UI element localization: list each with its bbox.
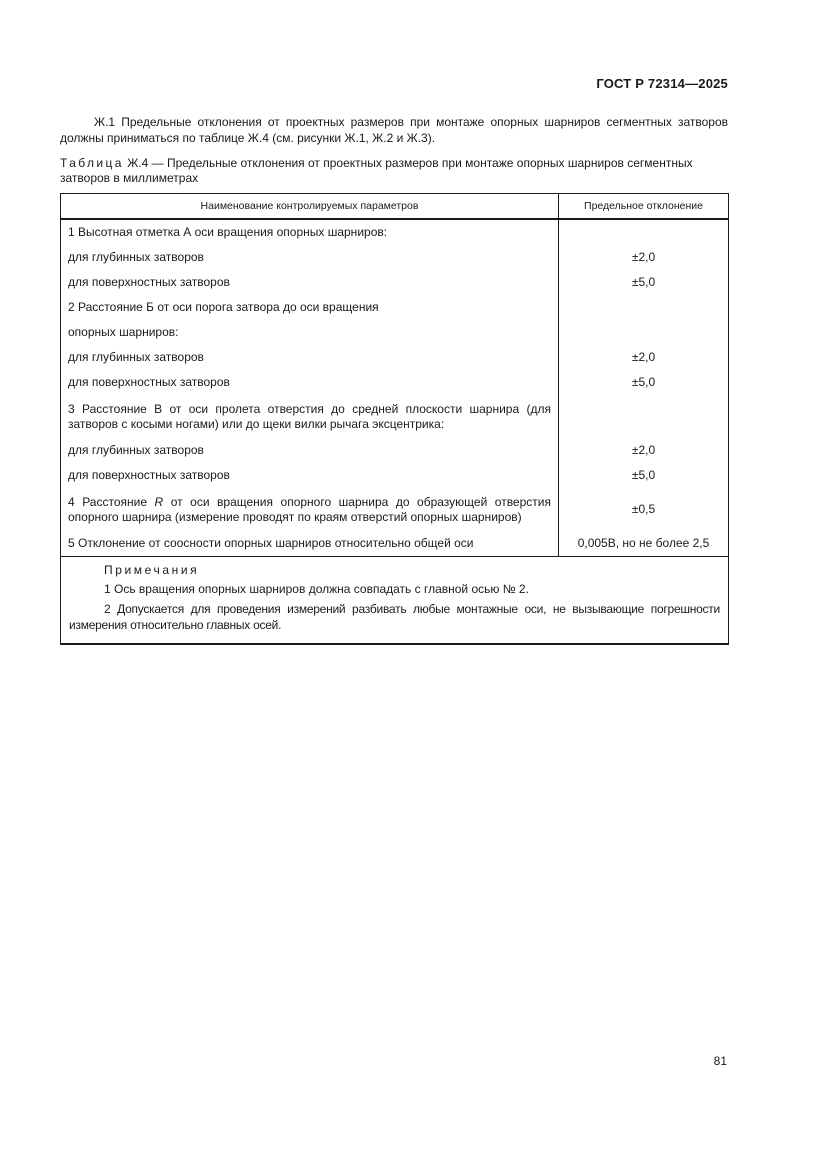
param-text: 4 Расстояние: [68, 494, 155, 509]
table-row: [61, 531, 729, 557]
header-deviation: Предельное отклонение: [559, 194, 729, 220]
header-param: Наименование контролируемых параметров: [61, 194, 559, 220]
table-caption-text: Ж.4 — Предельные отклонения от проектных размеров при монтаже опорных шарниров сегментных затворов в миллиметрах: [60, 156, 693, 185]
param-text: от оси вращения опорного шарнира до образующей отверстия опорного шарнира (измерение проводят по краям отверстий опорных шарниров): [68, 494, 551, 524]
table-row: [61, 270, 729, 295]
table-row: [61, 488, 729, 531]
deviation-cell: ±2,0: [559, 438, 729, 463]
deviation-cell: [559, 395, 729, 438]
table-row: [61, 438, 729, 463]
table-row: [61, 370, 729, 395]
table-row: [61, 395, 729, 438]
table-row: [61, 245, 729, 270]
deviation-cell: [559, 320, 729, 345]
param-cell: 5 Отклонение от соосности опорных шарниров относительно общей оси: [61, 531, 559, 557]
table-row: [61, 295, 729, 320]
notes-cell: [61, 557, 729, 645]
note-item: 2 Допускается для проведения измерений разбивать любые монтажные оси, не вызывающие погрешности измерения относительно главных осей.: [69, 602, 720, 632]
param-cell: для глубинных затворов: [61, 245, 559, 270]
deviation-cell: ±5,0: [559, 270, 729, 295]
table-row: [61, 320, 729, 345]
param-cell: опорных шарниров:: [61, 320, 559, 345]
deviation-cell: ±5,0: [559, 370, 729, 395]
table-header-row: [61, 194, 729, 220]
deviation-cell: 0,005В, но не более 2,5: [559, 531, 729, 557]
notes-row: [61, 557, 729, 645]
param-symbol-r: R: [154, 494, 164, 509]
param-cell: 1 Высотная отметка А оси вращения опорных шарниров:: [61, 219, 559, 245]
intro-paragraph: Ж.1 Предельные отклонения от проектных размеров при монтаже опорных шарниров сегментных затворов должны приниматься по таблице Ж.4 (см. рисунки Ж.1, Ж.2 и Ж.3).: [60, 115, 728, 145]
notes-title: Примечания: [104, 563, 200, 577]
param-cell: [61, 488, 559, 531]
deviation-cell: ±5,0: [559, 463, 729, 488]
param-cell: для поверхностных затворов: [61, 270, 559, 295]
deviation-cell: ±0,5: [559, 488, 729, 531]
page-number: 81: [713, 1054, 727, 1068]
param-cell: для глубинных затворов: [61, 438, 559, 463]
table-row: [61, 345, 729, 370]
deviation-cell: ±2,0: [559, 345, 729, 370]
deviation-cell: [559, 295, 729, 320]
table-row: [61, 463, 729, 488]
document-code: ГОСТ Р 72314—2025: [596, 76, 728, 91]
deviations-table: [60, 193, 729, 645]
param-cell: для поверхностных затворов: [61, 370, 559, 395]
note-item: 1 Ось вращения опорных шарниров должна совпадать с главной осью № 2.: [104, 582, 529, 596]
param-cell: 2 Расстояние Б от оси порога затвора до оси вращения: [61, 295, 559, 320]
table-caption: [60, 156, 728, 186]
param-cell: для глубинных затворов: [61, 345, 559, 370]
param-cell: 3 Расстояние В от оси пролета отверстия до средней плоскости шарнира (для затворов с косыми ногами) или до щеки вилки рычага эксцентрика:: [61, 395, 559, 438]
table-caption-label: Таблица: [60, 156, 124, 170]
param-cell: для поверхностных затворов: [61, 463, 559, 488]
table-row: [61, 219, 729, 245]
deviation-cell: ±2,0: [559, 245, 729, 270]
deviation-cell: [559, 219, 729, 245]
